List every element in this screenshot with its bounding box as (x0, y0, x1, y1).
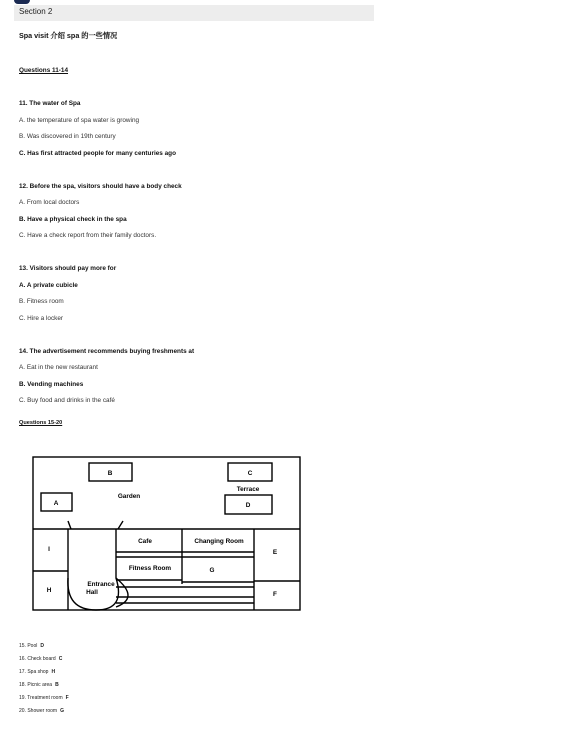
answer-20-value: G (60, 708, 64, 714)
q12-option-b-answer: B. Have a physical check in the spa (19, 216, 127, 223)
answer-19-label: 19. Treatment room (19, 695, 63, 701)
map-label-terrace: Terrace (236, 486, 260, 493)
q14-option-a: A. Eat in the new restaurant (19, 364, 98, 371)
answer-15 (19, 643, 44, 649)
q12-option-a: A. From local doctors (19, 199, 80, 206)
questions-11-14-heading: Questions 11-14 (19, 67, 69, 74)
answer-18 (19, 682, 59, 688)
question-14: 14. The advertisement recommends buying freshments at (19, 348, 195, 355)
question-13: 13. Visitors should pay more for (19, 265, 117, 272)
answer-18-value: B (55, 682, 59, 688)
answer-17-label: 17. Spa shop (19, 669, 49, 675)
map-label-entrance-hall-line: Entrance (87, 581, 115, 588)
answer-15-label: 15. Pool (19, 643, 38, 649)
answer-18-label: 18. Picnic area (19, 682, 53, 688)
map-label-a: A (53, 500, 59, 507)
map-label-changing-room: Changing Room (194, 538, 244, 545)
q13-option-c: C. Hire a locker (19, 315, 64, 322)
map-label-g: G (209, 567, 215, 574)
answer-15-value: D (40, 643, 44, 649)
map-label-c: C (247, 470, 253, 477)
question-11: 11. The water of Spa (19, 100, 81, 107)
map-label-e: E (272, 549, 278, 556)
map-label-b: B (107, 470, 113, 477)
map-label-i: I (48, 546, 50, 553)
map-label-f: F (273, 591, 277, 598)
answer-17 (19, 669, 55, 675)
q13-option-a-answer: A. A private cubicle (19, 282, 78, 289)
map-label-fitness-room: Fitness Room (128, 565, 172, 572)
answer-20 (19, 708, 64, 714)
map-label-entrance-hall (86, 581, 115, 596)
q11-option-b: B. Was discovered in 19th century (19, 133, 116, 140)
answer-16 (19, 656, 62, 662)
q14-option-b-answer: B. Vending machines (19, 381, 84, 388)
map-path-left (68, 521, 71, 529)
map-label-d: D (245, 502, 251, 509)
q13-option-b: B. Fitness room (19, 298, 64, 305)
answer-20-label: 20. Shower room (19, 708, 58, 714)
q11-option-c-answer: C. Has first attracted people for many centuries ago (19, 150, 176, 157)
answer-16-value: C (58, 656, 63, 662)
questions-15-20-heading: Questions 15-20 (19, 420, 63, 426)
q14-option-c: C. Buy food and drinks in the café (19, 397, 115, 404)
answer-17-value: H (51, 669, 56, 675)
map-label-h: H (46, 587, 52, 594)
q12-option-c: C. Have a check report from their family doctors. (19, 232, 157, 239)
answer-19-value: F (65, 695, 69, 701)
document-title: Spa visit 介绍 spa 的一些情况 (19, 31, 118, 40)
map-label-entrance-hall-line: Hall (86, 589, 98, 596)
map-label-cafe: Cafe (138, 538, 152, 545)
map-path-right (118, 521, 123, 529)
answer-16-label: 16. Check board (19, 656, 56, 662)
answer-19 (19, 695, 69, 701)
question-12: 12. Before the spa, visitors should have a body check (19, 183, 182, 190)
section-label: Section 2 (19, 7, 53, 16)
map-label-garden: Garden (117, 493, 141, 500)
q11-option-a: A. the temperature of spa water is growing (19, 117, 140, 124)
